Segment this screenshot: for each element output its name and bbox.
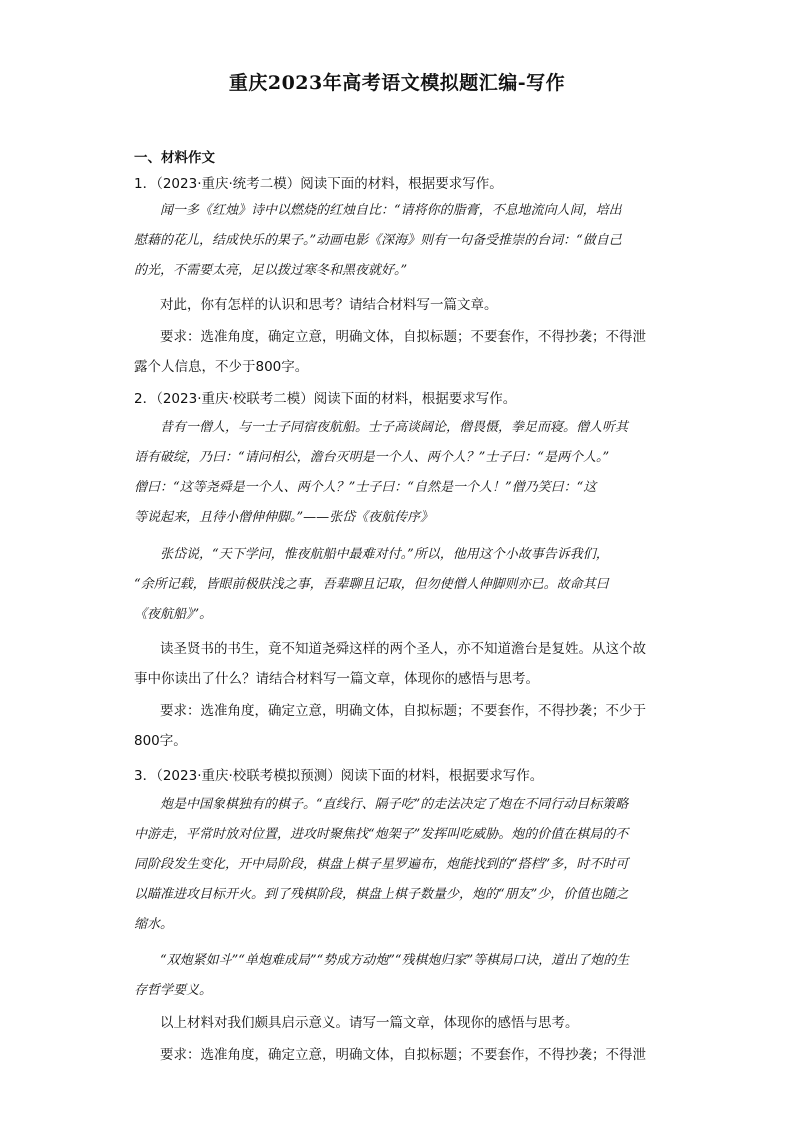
material-line: 等说起来，且待小僧伸伸脚。”——张岱《夜航传序》: [134, 510, 434, 525]
material-line: 存哲学要义。: [134, 983, 213, 998]
prompt-line: 以上材料对我们颇具启示意义。请写一篇文章，体现你的感悟与思考。: [160, 1015, 579, 1031]
section-heading: 一、材料作文: [134, 150, 215, 166]
material-line: “双炮紧如斗”“单炮难成局”“势成方动炮”“残棋炮归家”等棋局口诀，道出了炮的生: [160, 953, 630, 968]
requirement-line: 800字。: [134, 733, 187, 749]
material-line: “余所记载，皆眼前极肤浅之事，吾辈聊且记取，但勿使僧人伸脚则亦已。故命其曰: [134, 577, 609, 592]
question-2-heading: 2．（2023·重庆·校联考二模）阅读下面的材料，根据要求写作。: [134, 391, 517, 407]
prompt-line: 事中你读出了什么？请结合材料写一篇文章，体现你的感悟与思考。: [134, 671, 539, 687]
question-1-material: [134, 196, 664, 286]
question-3-material-2: [134, 946, 664, 1006]
question-1-requirements: [134, 322, 664, 382]
material-line: 闻一多《红烛》诗中以燃烧的红烛自比：“请将你的脂膏，不息地流向人间，培出: [160, 203, 622, 218]
material-line: 同阶段发生变化，开中局阶段，棋盘上棋子星罗遍布，炮能找到的“搭档”多，时不时可: [134, 857, 629, 872]
prompt-line: 读圣贤书的书生，竟不知道尧舜这样的两个圣人，亦不知道澹台是复姓。从这个故: [160, 641, 646, 657]
material-line: 慰藉的花儿，结成快乐的果子。”动画电影《深海》则有一句备受推崇的台词：“做自己: [134, 233, 622, 248]
question-3-material: [134, 790, 664, 940]
question-2-material-2: [134, 540, 664, 630]
question-3-prompt: [134, 1008, 664, 1038]
material-line: 的光，不需要太亮，足以拨过寒冬和黑夜就好。”: [134, 263, 408, 278]
requirement-line: 要求：选准角度，确定立意，明确文体，自拟标题；不要套作，不得抄袭；不得泄: [160, 329, 646, 345]
material-line: 《夜航船》”。: [134, 607, 213, 622]
requirement-line: 要求：选准角度，确定立意，明确文体，自拟标题；不要套作，不得抄袭；不得泄: [160, 1047, 646, 1063]
document-title: 重庆2023年高考语文模拟题汇编-写作: [228, 72, 566, 94]
requirement-line: 要求：选准角度，确定立意，明确文体，自拟标题；不要套作，不得抄袭；不少于: [160, 703, 646, 719]
material-line: 昔有一僧人，与一士子同宿夜航船。士子高谈阔论，僧畏慑，拳足而寝。僧人听其: [160, 420, 629, 435]
question-1-prompt: [134, 290, 664, 320]
material-line: 僧曰：“这等尧舜是一个人、两个人？”士子曰：“自然是一个人！”僧乃笑曰：“这: [134, 480, 597, 495]
requirement-line: 露个人信息，不少于800字。: [134, 359, 309, 375]
question-2-prompt: [134, 634, 664, 694]
prompt-line: 对此，你有怎样的认识和思考？请结合材料写一篇文章。: [160, 297, 498, 313]
material-line: 张岱说，“天下学问，惟夜航船中最难对付。”所以，他用这个小故事告诉我们，: [160, 547, 609, 562]
question-3-heading: 3．（2023·重庆·校联考模拟预测）阅读下面的材料，根据要求写作。: [134, 768, 544, 784]
question-1-heading: 1．（2023·重庆·统考二模）阅读下面的材料，根据要求写作。: [134, 176, 503, 192]
material-line: 语有破绽，乃曰：“请问相公，澹台灭明是一个人、两个人？”士子曰：“是两个人。”: [134, 450, 610, 465]
material-line: 中游走，平常时放对位置，进攻时聚焦找“炮架子”发挥叫吃威胁。炮的价值在棋局的不: [134, 827, 629, 842]
material-line: 以瞄准进攻目标开火。到了残棋阶段，棋盘上棋子数量少，炮的“朋友”少，价值也随之: [134, 887, 629, 902]
question-3-requirements: [134, 1040, 664, 1070]
question-2-material: [134, 413, 664, 533]
material-line: 缩水。: [134, 917, 174, 932]
question-2-requirements: [134, 696, 664, 756]
material-line: 炮是中国象棋独有的棋子。“直线行、隔子吃”的走法决定了炮在不同行动目标策略: [160, 797, 629, 812]
